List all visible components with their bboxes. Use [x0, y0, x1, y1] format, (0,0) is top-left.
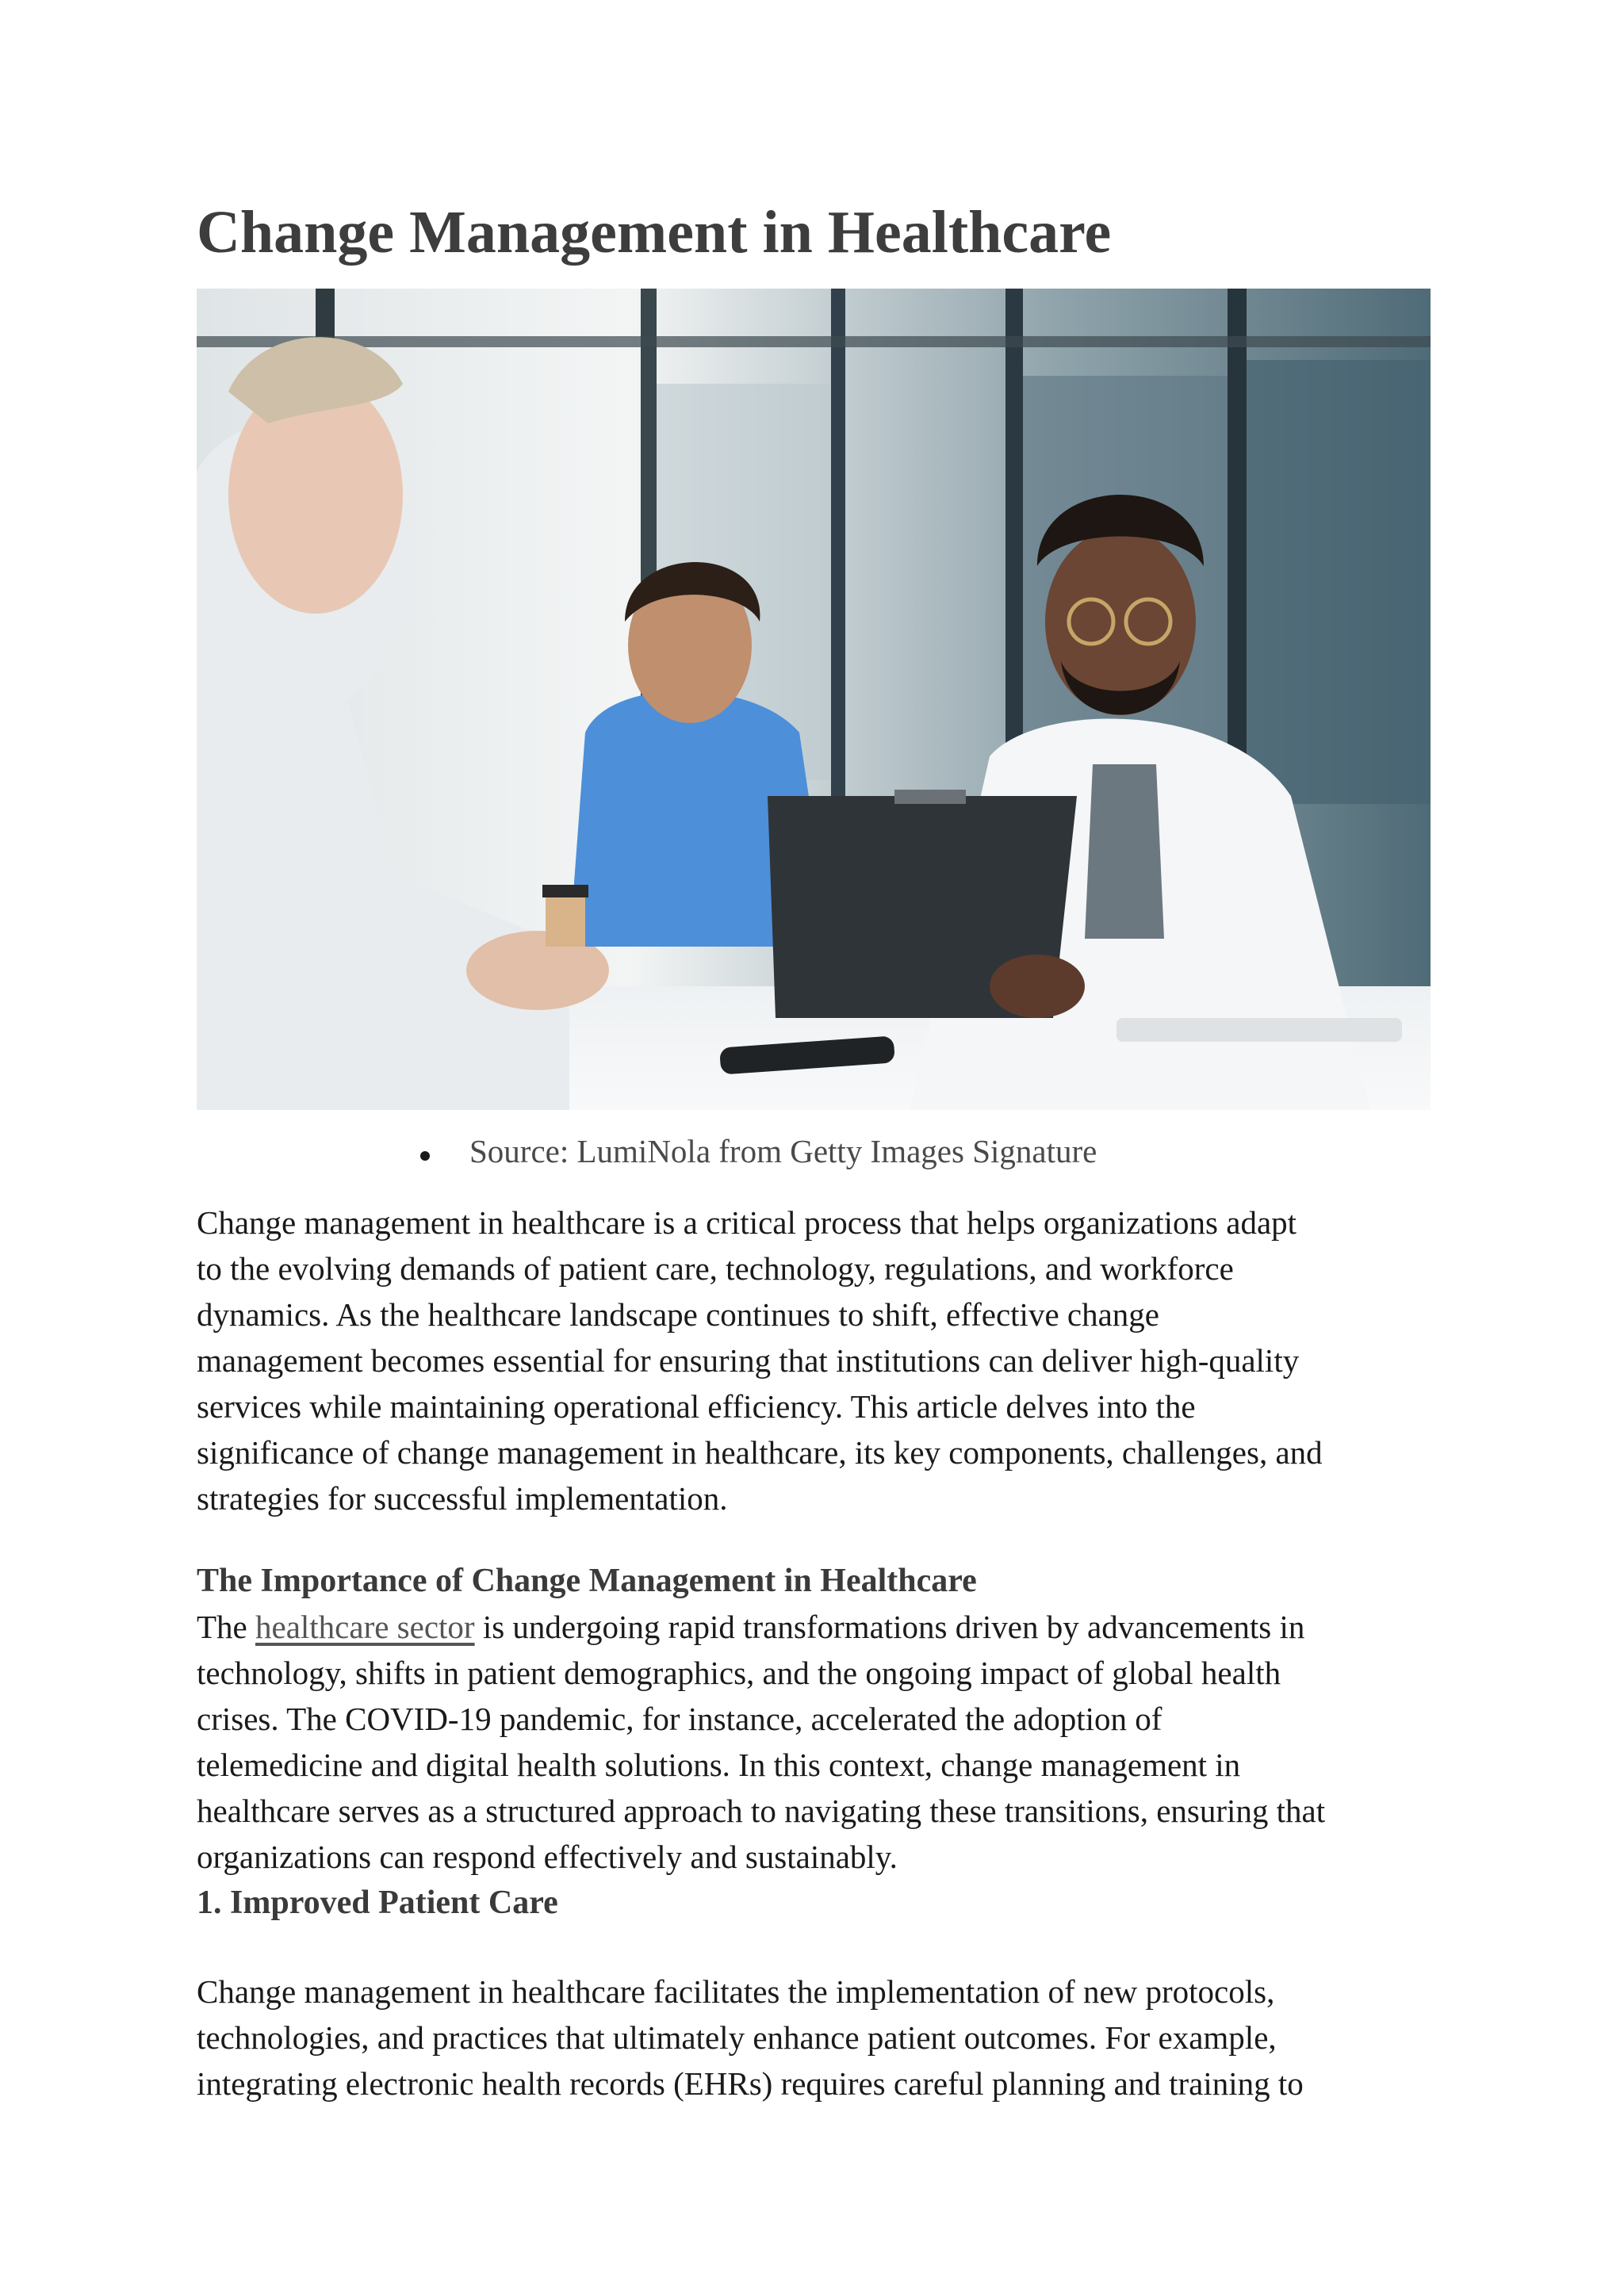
importance-line: technology, shifts in patient demographics, and the ongoing impact of global health: [197, 1655, 1281, 1691]
hero-photo: [197, 289, 1431, 1110]
importance-line: crises. The COVID-19 pandemic, for instance, accelerated the adoption of: [197, 1701, 1162, 1737]
importance-paragraph: [197, 1604, 1450, 1880]
patient-care-line: Change management in healthcare facilitates the implementation of new protocols,: [197, 1973, 1275, 2010]
lead-text: is undergoing rapid transformations driven by advancements in: [474, 1609, 1305, 1645]
intro-line: to the evolving demands of patient care, technology, regulations, and workforce: [197, 1250, 1234, 1287]
intro-line: significance of change management in healthcare, its key components, challenges, and: [197, 1434, 1323, 1471]
intro-line: dynamics. As the healthcare landscape continues to shift, effective change: [197, 1296, 1159, 1333]
intro-line: Change management in healthcare is a critical process that helps organizations adapt: [197, 1204, 1297, 1241]
lead-text: The: [197, 1609, 255, 1645]
subsection-heading-patient-care: 1. Improved Patient Care: [197, 1885, 558, 1921]
importance-line: healthcare serves as a structured approach to navigating these transitions, ensuring that: [197, 1793, 1326, 1829]
intro-paragraph: [197, 1200, 1450, 1521]
importance-line: [197, 1604, 1450, 1650]
patient-care-line: integrating electronic health records (EHRs) requires careful planning and training to: [197, 2065, 1304, 2102]
intro-line: strategies for successful implementation.: [197, 1480, 728, 1517]
intro-line: management becomes essential for ensuring that institutions can deliver high-quality: [197, 1342, 1300, 1379]
importance-line: organizations can respond effectively and sustainably.: [197, 1839, 898, 1875]
importance-line: telemedicine and digital health solutions. In this context, change management in: [197, 1747, 1241, 1783]
caption-item: [412, 1132, 1097, 1170]
caption-text: Source: LumiNola from Getty Images Signature: [469, 1133, 1097, 1169]
section-heading-importance: The Importance of Change Management in Healthcare: [197, 1563, 977, 1599]
image-caption: [412, 1132, 1097, 1170]
healthcare-sector-link[interactable]: healthcare sector: [255, 1609, 475, 1645]
bullet-icon: [420, 1151, 430, 1161]
article-title: Change Management in Healthcare: [197, 199, 1112, 266]
patient-care-line: technologies, and practices that ultimately enhance patient outcomes. For example,: [197, 2019, 1277, 2056]
intro-line: services while maintaining operational efficiency. This article delves into the: [197, 1388, 1196, 1425]
patient-care-paragraph: [197, 1969, 1450, 2107]
